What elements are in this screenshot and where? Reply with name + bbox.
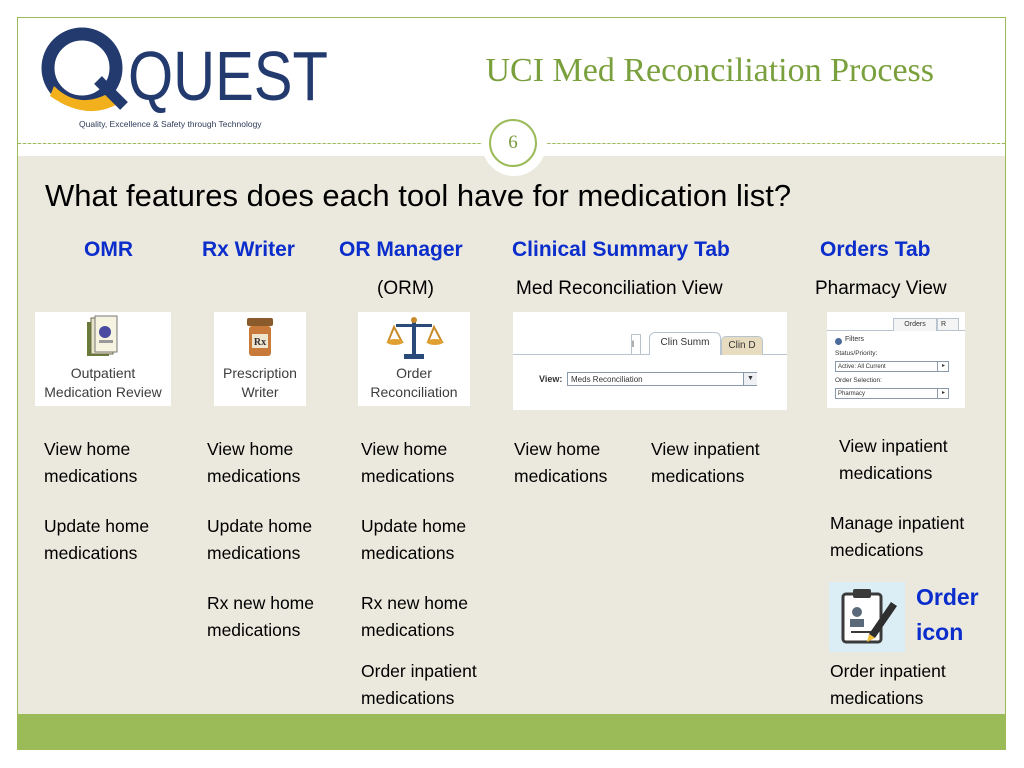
feature-line: medications (830, 688, 924, 708)
feature-line: medications (361, 688, 455, 708)
orm-caption-2: Reconciliation (370, 384, 458, 400)
feature-line: Update home (44, 516, 150, 536)
feature-line: View inpatient (651, 439, 760, 459)
or-manager-subtitle: (ORM) (377, 278, 434, 299)
feature-line: Order inpatient (830, 661, 946, 681)
clin-summ-screenshot (513, 312, 787, 410)
feature-line: View home (514, 439, 601, 459)
rx-writer-button[interactable] (214, 312, 306, 406)
feature-line: medications (44, 543, 138, 563)
slide-question: What features does each tool have for medication list? (45, 178, 792, 213)
feature-line: medications (830, 540, 924, 560)
rx-feature-new (207, 590, 314, 644)
feature-line: medications (361, 620, 455, 640)
feature-line: View inpatient (839, 436, 948, 456)
rx-feature-view (207, 436, 300, 490)
feature-line: medications (651, 466, 745, 486)
filter-icon[interactable] (835, 338, 842, 345)
logo-text: QUEST (128, 37, 328, 115)
slide-number: 6 (489, 119, 537, 167)
rx-writer-heading: Rx Writer (202, 238, 295, 261)
omr-heading: OMR (84, 238, 133, 261)
orders-tab-heading: Orders Tab (820, 238, 931, 261)
omr-feature-update (44, 513, 149, 567)
order-icon-button[interactable] (829, 582, 905, 652)
feature-line: medications (514, 466, 608, 486)
feature-line: View home (361, 439, 448, 459)
status-select[interactable]: Active: All Current (835, 361, 949, 372)
feature-line: medications (361, 466, 455, 486)
feature-line: View home (44, 439, 131, 459)
feature-line: Manage inpatient (830, 513, 965, 533)
omr-caption-1: Outpatient (70, 365, 136, 381)
feature-line: medications (207, 543, 301, 563)
clinical-summary-heading: Clinical Summary Tab (512, 238, 730, 261)
orders-tab-subtitle: Pharmacy View (815, 278, 947, 299)
chevron-right-icon[interactable]: ▸ (937, 362, 949, 371)
feature-line: Update home (207, 516, 313, 536)
rx-caption-1: Prescription (223, 365, 297, 381)
feature-line: medications (207, 466, 301, 486)
feature-line: medications (361, 543, 455, 563)
orm-feature-new (361, 590, 468, 644)
omr-caption-2: Medication Review (44, 384, 162, 400)
feature-line: Rx new home (361, 593, 468, 613)
omr-feature-view (44, 436, 137, 490)
status-label: Status/Priority: (835, 350, 878, 357)
feature-line: Update home (361, 516, 467, 536)
tab-r[interactable]: R (937, 318, 959, 330)
feature-line: medications (839, 463, 933, 483)
order-icon-label-2: icon (916, 619, 964, 645)
order-selection-select[interactable]: Pharmacy (835, 388, 949, 399)
orders-feature-view (839, 433, 948, 487)
tab-partial[interactable]: l (631, 334, 641, 355)
or-manager-heading: OR Manager (339, 238, 463, 261)
feature-line: View home (207, 439, 294, 459)
chevron-down-icon[interactable]: ▼ (743, 373, 757, 385)
orders-tab-screenshot (827, 312, 965, 408)
orm-feature-view (361, 436, 454, 490)
filters-label: Filters (845, 336, 865, 343)
clipboard-pen-icon (829, 582, 905, 652)
feature-line: medications (44, 466, 138, 486)
omr-button[interactable] (35, 312, 171, 406)
clinical-summary-subtitle: Med Reconciliation View (516, 278, 723, 299)
quest-logo (40, 24, 340, 118)
svg-text:Rx: Rx (253, 337, 267, 348)
tab-clin-summ[interactable]: Clin Summ (649, 332, 721, 355)
view-label: View: (539, 374, 563, 384)
rx-feature-update (207, 513, 312, 567)
chevron-right-icon[interactable]: ▸ (937, 389, 949, 398)
orm-feature-update (361, 513, 466, 567)
order-icon-label (916, 580, 979, 650)
rx-caption-2: Writer (241, 384, 279, 400)
order-selection-label: Order Selection: (835, 377, 882, 384)
orders-feature-manage (830, 510, 964, 564)
order-reconciliation-button[interactable] (358, 312, 470, 406)
order-icon-label-1: Order (916, 584, 979, 610)
orm-feature-order (361, 658, 477, 712)
feature-line: medications (207, 620, 301, 640)
tab-orders[interactable]: Orders (893, 318, 937, 331)
tab-clin-d[interactable]: Clin D (721, 336, 763, 355)
slide-title: UCI Med Reconciliation Process (485, 52, 934, 89)
clin-feature-view-inpatient (651, 436, 760, 490)
orm-caption-1: Order (396, 365, 432, 381)
orders-feature-order (830, 658, 946, 712)
clin-feature-view-home (514, 436, 607, 490)
medication-review-icon (35, 312, 171, 366)
logo-tagline: Quality, Excellence & Safety through Technology (79, 119, 262, 129)
balance-scale-icon (358, 312, 470, 366)
prescription-bottle-icon (214, 312, 306, 366)
footer-bar (18, 714, 1005, 749)
feature-line: Order inpatient (361, 661, 477, 681)
view-select[interactable]: Meds Reconciliation (567, 372, 757, 386)
feature-line: Rx new home (207, 593, 314, 613)
